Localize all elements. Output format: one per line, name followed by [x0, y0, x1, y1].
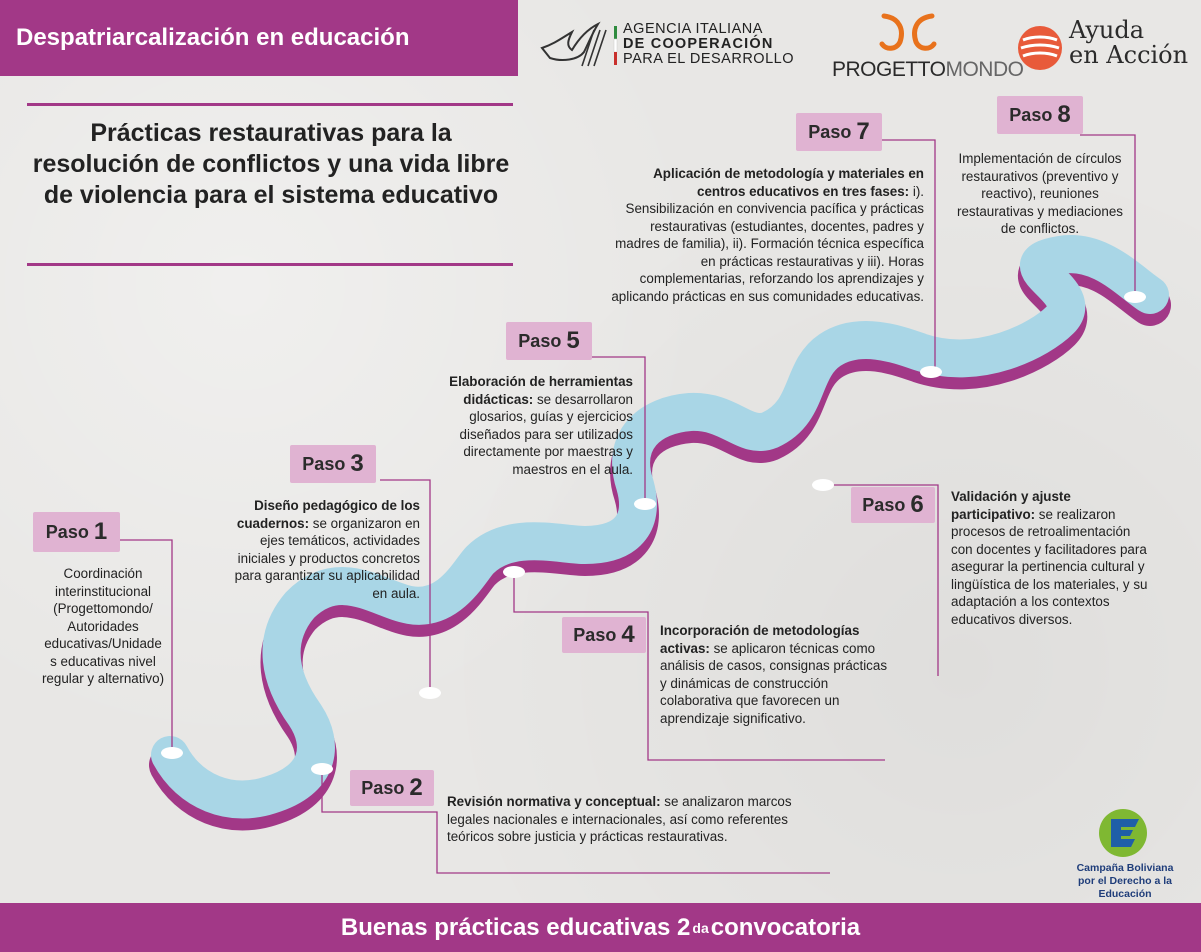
paso-1-label	[33, 512, 120, 552]
ayuda-line2: en Acción	[1069, 41, 1189, 69]
paso-6-heading: Validación y ajuste participativo:	[951, 489, 1071, 522]
paso-6-label	[851, 487, 935, 523]
paso-5-description	[418, 373, 633, 478]
paso-1-number: 1	[93, 518, 108, 545]
paso-4-description	[660, 622, 888, 727]
paso-4-heading: Incorporación de metodologías activas:	[660, 623, 860, 656]
header-title-text: Despatriarcalización en educación	[16, 24, 410, 51]
marker-8	[1124, 291, 1146, 303]
paso-7-description	[608, 165, 924, 305]
progetto-word: PROGETTO	[832, 58, 946, 81]
aics-line2: DE COOPERACIÓN	[623, 36, 774, 52]
paso-3-text: se organizaron en ejes temáticos, actividades iniciales y productos concretos para garantizar su aplicabilidad en aula.	[234, 515, 420, 601]
paso-7-heading: Aplicación de metodología y materiales en centros educativos en tres fases:	[653, 166, 924, 199]
paso-2-number: 2	[409, 774, 423, 801]
paso-5-text: se desarrollaron glosarios, guías y ejercicios diseñados para ser utilizados directamente por maestras y maestros en el aula.	[459, 391, 633, 477]
footer-text-before: Buenas prácticas educativas 2	[340, 913, 691, 941]
paso-1-text: Coordinación interinstitucional (Progettomondo/ Autoridades educativas/Unidade s educativas nivel regular y alternativo)	[41, 566, 165, 686]
ayuda-line1: Ayuda	[1069, 16, 1145, 44]
paso-7-word: Paso	[808, 121, 852, 142]
paso-2-label	[350, 770, 434, 806]
paso-3-label	[290, 445, 376, 483]
paso-8-label	[997, 96, 1083, 134]
paso-4-text: se aplicaron técnicas como análisis de casos, consignas prácticas y dinámicas de construcción colaborativa que favorecen un aprendizaje significativo.	[660, 640, 888, 726]
cbde-line1: Campaña Boliviana	[1076, 862, 1174, 874]
paso-6-word: Paso	[862, 494, 906, 515]
paso-5-number: 5	[566, 327, 580, 354]
paso-8-word: Paso	[1009, 104, 1053, 125]
paso-1-description	[40, 565, 166, 688]
footer-text-after: convocatoria	[710, 913, 861, 941]
main-title: Prácticas restaurativas para la resolución de conflictos y una vida libre de violencia para el sistema educativo	[32, 119, 510, 209]
mondo-word: MONDO	[945, 58, 1024, 81]
paso-5-heading: Elaboración de herramientas didácticas:	[449, 374, 633, 407]
paso-7-label	[796, 113, 882, 151]
paso-8-description	[950, 150, 1130, 238]
paso-2-heading: Revisión normativa y conceptual:	[447, 794, 661, 809]
campana-boliviana-logo	[1060, 805, 1190, 900]
paso-4-label	[562, 617, 646, 653]
paso-3-description	[222, 497, 420, 602]
campana-boliviana-mark-icon	[1095, 805, 1155, 861]
paso-4-number: 4	[621, 621, 635, 648]
footer-superscript: da	[692, 919, 709, 936]
cbde-line2: por el Derecho a la Educación	[1078, 875, 1172, 900]
marker-5	[634, 498, 656, 510]
paso-2-text: se analizaron marcos legales nacionales e internacionales, así como referentes teóricos sobre justicia y prácticas restaurativas.	[447, 794, 792, 844]
marker-4	[503, 566, 525, 578]
paso-5-label	[506, 322, 592, 360]
paso-7-number: 7	[856, 118, 870, 145]
marker-1	[161, 747, 183, 759]
paso-3-number: 3	[350, 450, 364, 477]
footer-banner	[0, 903, 1201, 952]
marker-2	[311, 763, 333, 775]
marker-6	[812, 479, 834, 491]
paso-4-word: Paso	[573, 624, 617, 645]
paso-5-word: Paso	[518, 330, 562, 351]
marker-7	[920, 366, 942, 378]
paso-3-heading: Diseño pedagógico de los cuadernos:	[236, 498, 420, 531]
paso-1-word: Paso	[45, 521, 89, 542]
paso-7-text: i). Sensibilización en convivencia pacífica y prácticas restaurativas (estudiantes, docentes, padres y madres de familia), ii). Formación técnica específica en prácticas restaurativas y iii). Horas complementarias, reforzando los aprendizajes y aplicando prácticas en sus comunidades educativas.	[611, 183, 924, 304]
marker-3	[419, 687, 441, 699]
paso-6-number: 6	[910, 491, 924, 518]
paso-2-description	[447, 793, 795, 846]
aics-line3: PARA EL DESARROLLO	[623, 51, 794, 67]
aics-line1: AGENCIA ITALIANA	[623, 21, 763, 37]
paso-8-text: Implementación de círculos restaurativos (preventivo y reactivo), reuniones restaurativas y mediaciones de conflictos.	[957, 151, 1123, 236]
paso-3-word: Paso	[302, 453, 346, 474]
paso-6-description	[951, 488, 1151, 628]
paso-8-number: 8	[1057, 101, 1071, 128]
paso-2-word: Paso	[361, 777, 405, 798]
paso-6-text: se realizaron procesos de retroalimentación con docentes y facilitadores para asegurar la pertinencia cultural y lingüística de los materiales, y su adaptación a los contextos educativos diversos.	[951, 506, 1148, 627]
